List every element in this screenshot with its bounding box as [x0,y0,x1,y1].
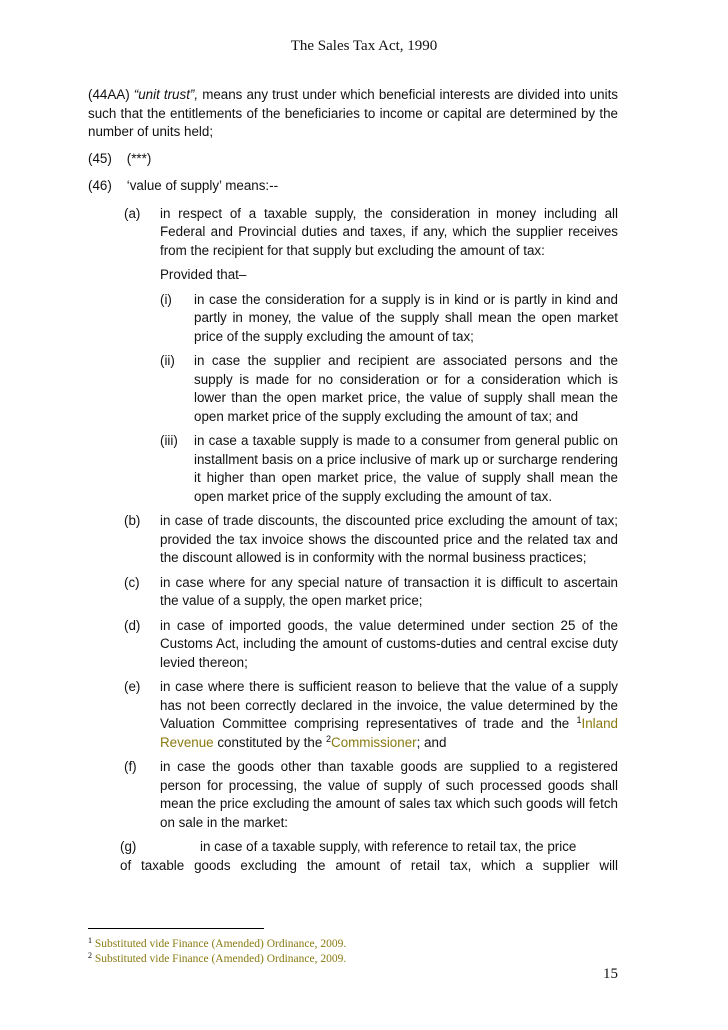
clause-b [88,512,618,568]
definition-text: (***) [126,150,152,166]
page-header: The Sales Tax Act, 1990 [290,38,438,54]
clause-text: in case of imported goods, the value determined under section 25 of the Customs Act, including the amount of customs-duties and central excise duty levied thereon; [160,617,618,670]
footnote-divider [88,928,264,929]
subclause-ii [88,352,618,426]
subclause-text: in case the supplier and recipient are associated persons and the supply is made for no consideration or for a consideration which is lower than the open market price, the value of supply shall mean the open market price of the supply excluding the amount of tax; and [194,353,618,424]
amended-text-commissioner: Commissioner [331,734,417,750]
clause-label: (a) [124,205,141,221]
subclause-label: (i) [160,291,172,307]
definition-label: (46) [88,178,112,193]
page-number: 15 [603,966,618,982]
clause-label: (g) [120,839,137,854]
clause-g [88,838,618,875]
clause-c [88,574,618,611]
clause-g-line-2: of taxable goods excluding the amount of retail tax, which a supplier will [120,857,618,873]
defined-term: “unit trust”, [133,87,199,102]
clause-e [88,678,618,752]
clause-text [160,678,618,752]
subclause-text: in case a taxable supply is made to a consumer from general public on installment basis on a price inclusive of mark up or surcharge rendering it higher than open market price, the value of supply shall mean the open market price of the supply excluding the amount of tax. [194,433,618,504]
clause-text: in respect of a taxable supply, the consideration in money including all Federal and Provincial duties and taxes, if any, which the supplier receives from the recipient for that supply but excluding the amount of tax: [160,205,618,258]
definition-label: (45) [88,150,112,166]
subclause-iii [88,432,618,506]
definition-44aa [88,86,618,142]
clause-label: (d) [124,617,141,633]
footnote-ref-1[interactable]: 1 [576,715,582,725]
definition-text: means any trust under which beneficial interests are divided into units such that the entitlements of the beneficiaries to income or capital are determined by the number of units held; [88,87,618,139]
footnote-number: 1 [88,936,92,945]
definition-46 [88,177,618,196]
clause-text: in case where for any special nature of transaction it is difficult to ascertain the value of a supply, the open market price; [160,574,618,608]
clause-label: (f) [124,759,137,774]
subclause-i [88,291,618,347]
document-body [88,86,618,875]
clause-f [88,758,618,832]
clause-a [88,205,618,261]
clause-text: in case the goods other than taxable goods are supplied to a registered person for processing, the value of supply of such processed goods shall mean the price excluding the amount of sales tax which such goods will fetch on sale in the market: [160,759,618,830]
amended-text-inland-revenue: Inland Revenue [160,716,618,750]
proviso: Provided that– [160,267,247,282]
footnote-ref-2[interactable]: 2 [326,733,332,744]
subclause-label: (ii) [160,353,175,368]
subclause-label: (iii) [160,433,178,448]
footnotes [88,937,648,967]
footnote-number: 2 [88,951,92,960]
definition-label: (44AA) [88,87,130,102]
clause-text: in case of trade discounts, the discounted price excluding the amount of tax; provided the tax invoice shows the discounted price and the related tax and the discount allowed is in conformity with the normal business practices; [160,513,618,565]
clause-label: (c) [124,574,140,590]
clause-text-after: ; and [416,734,447,750]
footnote-text: Substituted vide Finance (Amended) Ordinance, 2009. [94,953,347,965]
definition-text: ‘value of supply’ means:-- [126,178,279,193]
footnote-1 [88,937,648,952]
clause-d [88,617,618,673]
clause-g-line-1 [120,838,618,857]
subclause-text: in case the consideration for a supply is in kind or is partly in kind and partly in money, the value of the supply shall mean the open market price of the supply excluding the amount of tax; [194,291,618,344]
footnote-text: Substituted vide Finance (Amended) Ordinance, 2009. [94,938,347,950]
clause-text-before: in case where there is sufficient reason to believe that the value of a supply has not been correctly declared in the invoice, the value determined by the Valuation Committee comprising representatives of trade and the [160,679,618,731]
clause-label: (e) [124,679,141,694]
clause-text-mid: constituted by the [213,734,327,750]
footnote-2 [88,952,648,967]
definition-45 [88,150,618,169]
clause-text: in case of a taxable supply, with reference to retail tax, the price [200,839,577,854]
clause-label: (b) [124,513,141,528]
